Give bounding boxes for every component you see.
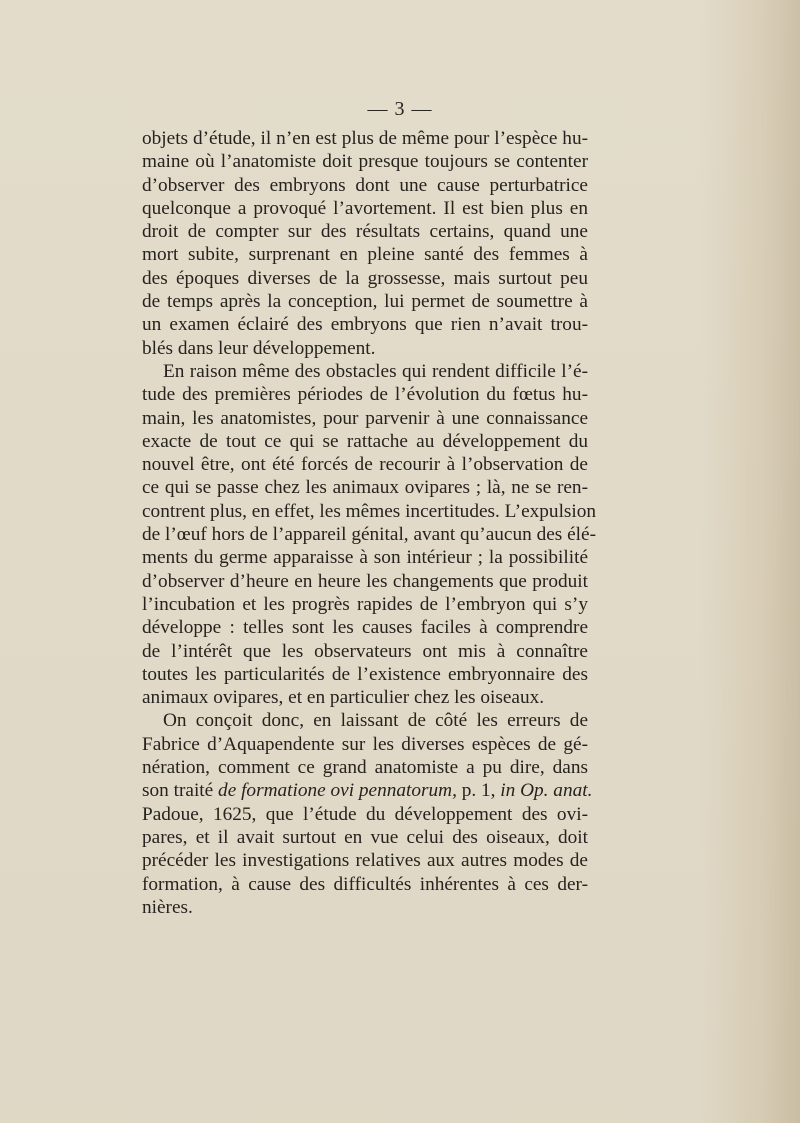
text-line: développe : telles sont les causes faciles à comprendre [142,617,588,639]
text-line: pares, et il avait surtout en vue celui des oiseaux, doit [142,826,588,848]
text-line: blés dans leur développement. [142,337,376,359]
text-line: exacte de tout ce qui se rattache au développement du [142,430,588,452]
text-line: Padoue, 1625, que l’étude du développement des ovi- [142,803,588,825]
text-line: toutes les particularités de l’existence embryonnaire des [142,663,588,685]
text-line: main, les anatomistes, pour parvenir à une connaissance [142,407,588,429]
paragraph-1 [142,127,588,360]
text-line: mort subite, surprenant en pleine santé des femmes à [142,244,588,266]
text-line: ce qui se passe chez les animaux ovipares ; là, ne se ren- [142,477,588,499]
citation-title-italic: de formatione ovi pennatorum, [218,780,457,802]
text-line: nouvel être, ont été forcés de recourir à l’observation de [142,454,588,476]
citation-prefix: son traité [142,780,219,802]
text-line: précéder les investigations relatives aux autres modes de [142,850,588,872]
text-line: animaux ovipares, et en particulier chez les oiseaux. [142,687,545,709]
text-line: l’incubation et les progrès rapides de l’embryon qui s’y [142,593,588,615]
text-line: nération, comment ce grand anatomiste a pu dire, dans [142,757,588,779]
text-line: d’observer d’heure en heure les changements que produit [142,570,588,592]
text-line: On conçoit donc, en laissant de côté les erreurs de [163,710,588,732]
text-line: objets d’étude, il n’en est plus de même pour l’espèce hu- [142,128,588,149]
text-line: formation, à cause des difficultés inhérentes à ces der- [142,873,588,895]
text-line: d’observer des embryons dont une cause perturbatrice [142,174,588,196]
text-line-with-citation [142,779,593,802]
text-line: maine où l’anatomiste doit presque toujours se contenter [142,151,588,173]
body-text [142,127,597,919]
text-line: droit de compter sur des résultats certains, quand une [142,221,588,243]
text-line: ments du germe apparaisse à son intérieur ; la possibilité [142,547,588,569]
text-line: contrent plus, en effet, les mêmes incertitudes. L’expulsion [142,500,597,522]
citation-page: p. 1, [456,780,501,802]
page-number: — 3 — [367,98,433,120]
text-line: de l’intérêt que les observateurs ont mis à connaître [142,640,588,662]
text-line: de l’œuf hors de l’appareil génital, avant qu’aucun des élé- [142,524,596,546]
paragraph-2 [142,360,597,709]
paragraph-3 [142,709,593,919]
text-line: un examen éclairé des embryons que rien n’avait trou- [142,314,588,336]
text-line: quelconque a provoqué l’avortement. Il est bien plus en [142,197,588,219]
text-line: nières. [142,896,193,918]
text-line: des époques diverses de la grossesse, mais surtout peu [142,267,588,289]
citation-source-italic: in Op. anat. [500,780,593,802]
text-line: Fabrice d’Aquapendente sur les diverses espèces de gé- [142,733,588,755]
text-line: En raison même des obstacles qui rendent difficile l’é- [163,360,588,382]
text-line: tude des premières périodes de l’évolution du fœtus hu- [142,384,588,406]
text-line: de temps après la conception, lui permet de soumettre à [142,291,588,313]
